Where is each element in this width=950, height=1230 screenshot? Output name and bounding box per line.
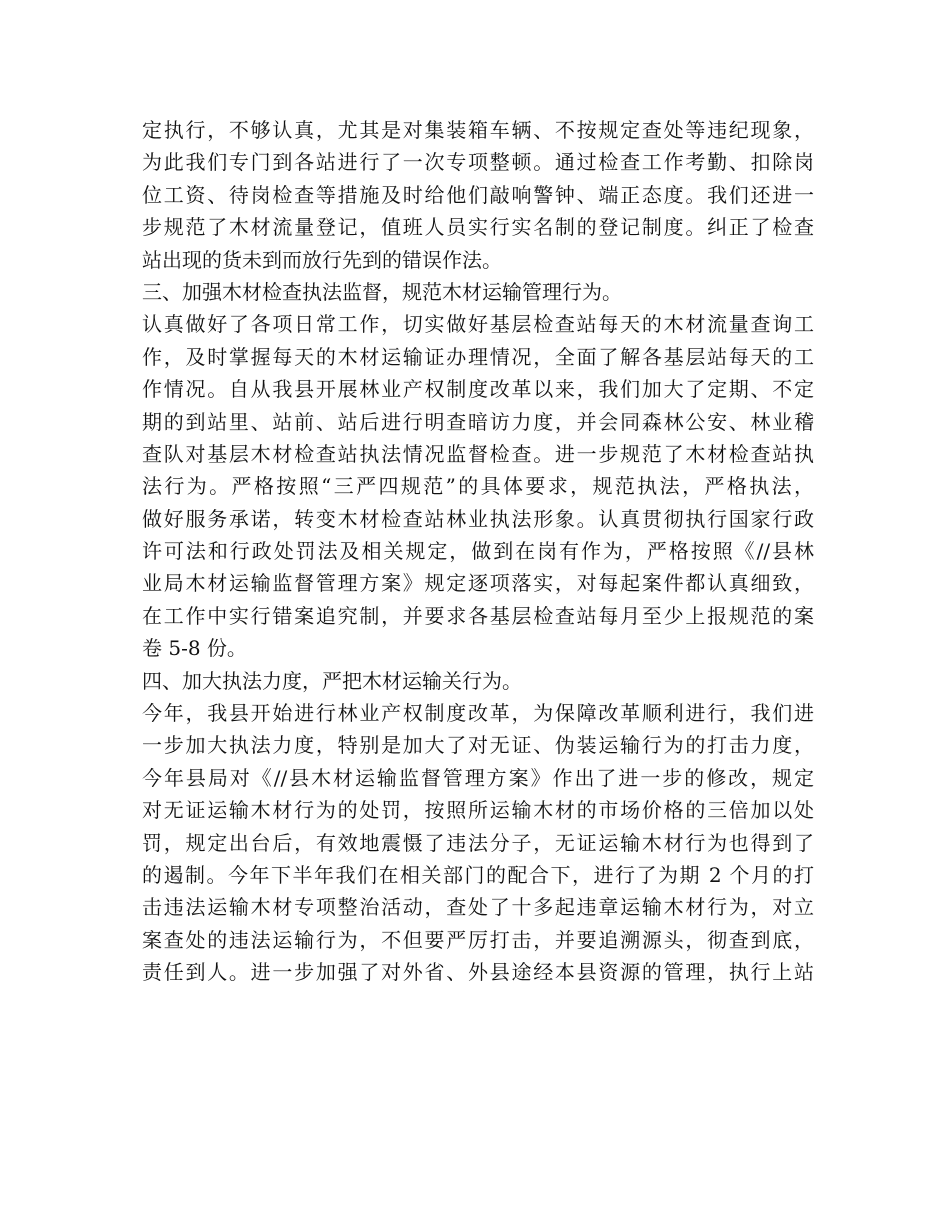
text-line: 期的到站里、站前、站后进行明查暗访力度，并会同森林公安、林业稽 [142,409,814,434]
text-line: 查队对基层木材检查站执法情况监督检查。进一步规范了木材检查站执 [142,441,814,466]
text-line: 作，及时掌握每天的木材运输证办理情况，全面了解各基层站每天的工 [142,344,814,369]
text-line: 作情况。自从我县开展林业产权制度改革以来，我们加大了定期、不定 [142,377,814,402]
text-line: 今年县局对《//县木材运输监督管理方案》作出了进一步的修改，规定 [142,765,814,790]
text-line: 卷 5-8 份。 [142,636,247,661]
text-line: 在工作中实行错案追究制，并要求各基层检查站每月至少上报规范的案 [142,603,814,628]
text-line: 的遏制。今年下半年我们在相关部门的配合下，进行了为期 2 个月的打 [142,862,814,887]
text-line: 罚，规定出台后，有效地震慑了违法分子，无证运输木材行为也得到了 [142,830,814,855]
text-line: 三、加强木材检查执法监督，规范木材运输管理行为。 [142,279,622,304]
document-body [142,114,814,989]
text-line: 许可法和行政处罚法及相关规定，做到在岗有作为，严格按照《//县林 [142,539,814,564]
text-line: 做好服务承诺，转变木材检查站林业执法形象。认真贯彻执行国家行政 [142,506,814,531]
text-line: 定执行，不够认真，尤其是对集装箱车辆、不按规定查处等违纪现象， [142,118,814,142]
text-line: 为此我们专门到各站进行了一次专项整顿。通过检查工作考勤、扣除岗 [142,150,814,175]
text-line: 击违法运输木材专项整治活动，查处了十多起违章运输木材行为，对立 [142,895,814,920]
text-line: 责任到人。进一步加强了对外省、外县途经本县资源的管理，执行上站 [142,960,814,985]
text-line: 业局木材运输监督管理方案》规定逐项落实，对每起案件都认真细致， [142,571,814,596]
text-line: 法行为。严格按照“三严四规范”的具体要求，规范执法，严格执法， [142,474,814,499]
text-line: 站出现的货未到而放行先到的错误作法。 [142,247,502,272]
text-line: 四、加大执法力度，严把木材运输关行为。 [142,668,522,693]
text-line: 位工资、待岗检查等措施及时给他们敲响警钟、端正态度。我们还进一 [142,182,814,207]
text-line: 认真做好了各项日常工作，切实做好基层检查站每天的木材流量查询工 [142,312,814,337]
text-line: 步规范了木材流量登记，值班人员实行实名制的登记制度。纠正了检查 [142,215,814,240]
text-line: 一步加大执法力度，特别是加大了对无证、伪装运输行为的打击力度， [142,733,814,758]
text-line: 今年，我县开始进行林业产权制度改革，为保障改革顺利进行，我们进 [142,701,814,726]
text-line: 对无证运输木材行为的处罚，按照所运输木材的市场价格的三倍加以处 [142,798,814,823]
text-line: 案查处的违法运输行为，不但要严厉打击，并要追溯源头，彻查到底， [142,927,814,952]
